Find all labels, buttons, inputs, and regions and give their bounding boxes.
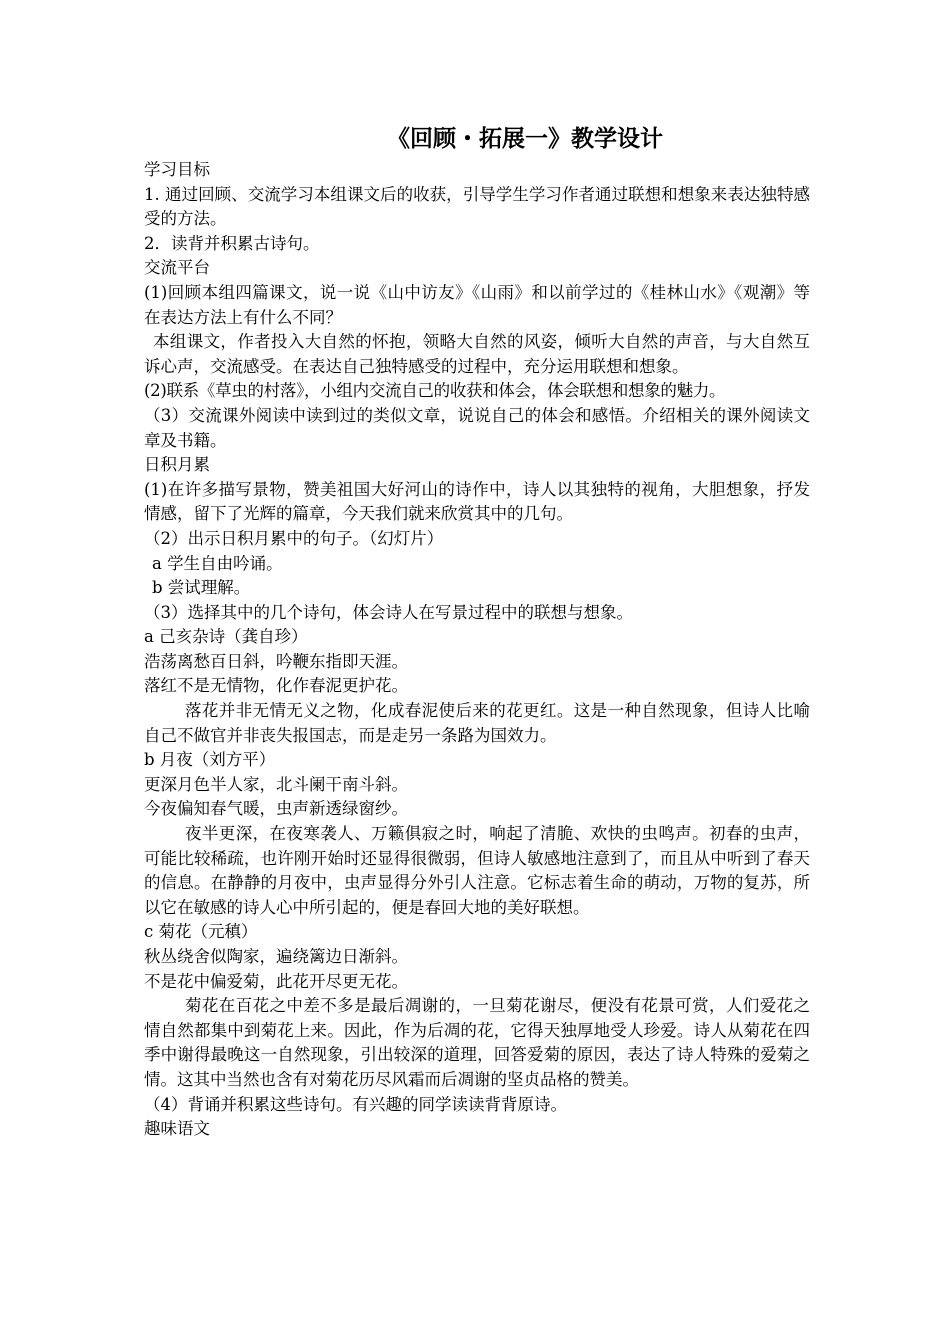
poem-a-line-1: 浩荡离愁百日斜，吟鞭东指即天涯。 bbox=[144, 651, 408, 671]
poem-b-line-2: 今夜偏知春气暖，虫声新透绿窗纱。 bbox=[144, 799, 408, 819]
poem-c-line-2: 不是花中偏爱菊，此花开尽更无花。 bbox=[144, 971, 408, 991]
goal-2: 2．读背并积累古诗句。 bbox=[144, 233, 320, 253]
poem-b-title: b 月夜（刘方平） bbox=[144, 750, 276, 770]
poem-c-line-1: 秋丛绕舍似陶家，遍绕篱边日渐斜。 bbox=[144, 947, 408, 966]
goal-1: 1. 通过回顾、交流学习本组课文后的收获，引导学生学习作者通过联想和想象来表达独特感受的方法。 bbox=[144, 184, 810, 229]
poem-a-note: 落花并非无情无义之物，化成春泥使后来的花更红。这是一种自然现象，但诗人比喻自己不做官并非丧失报国志，而是走另一条路为国效力。 bbox=[144, 701, 810, 745]
accumulate-item-1: (1)在许多描写景物，赞美祖国大好河山的诗作中，诗人以其独特的视角，大胆想象，抒发情感，留下了光辉的篇章，今天我们就来欣赏其中的几句。 bbox=[144, 479, 810, 524]
heading-accumulate: 日积月累 bbox=[144, 455, 210, 475]
accumulate-item-3: （3）选择其中的几个诗句，体会诗人在写景过程中的联想与想象。 bbox=[144, 602, 633, 622]
document-page bbox=[144, 120, 810, 1142]
accumulate-item-2b: b 尝试理解。 bbox=[152, 578, 251, 598]
poem-a-title: a 己亥杂诗（龚自珍） bbox=[144, 627, 308, 647]
heading-exchange: 交流平台 bbox=[144, 258, 210, 278]
poem-b-line-1: 更深月色半人家，北斗阑干南斗斜。 bbox=[144, 774, 408, 794]
poem-c-title: c 菊花（元稹） bbox=[144, 922, 258, 942]
poem-a-line-2: 落红不是无情物，化作春泥更护花。 bbox=[144, 676, 408, 696]
accumulate-item-2a: a 学生自由吟诵。 bbox=[152, 553, 283, 573]
exchange-item-1: (1)回顾本组四篇课文，说一说《山中访友》《山雨》和以前学过的《桂林山水》《观潮》等在表达方法上有什么不同？ bbox=[144, 282, 810, 327]
heading-goals: 学习目标 bbox=[144, 160, 210, 179]
accumulate-item-4: （4）背诵并积累这些诗句。有兴趣的同学读读背背原诗。 bbox=[144, 1094, 567, 1114]
accumulate-item-2: （2）出示日积月累中的句子。（幻灯片） bbox=[144, 528, 444, 548]
exchange-item-2: (2)联系《草虫的村落》，小组内交流自己的收获和体会，体会联想和想象的魅力。 bbox=[144, 381, 726, 401]
heading-fun-chinese: 趣味语文 bbox=[144, 1119, 210, 1139]
poem-c-note: 菊花在百花之中差不多是最后凋谢的，一旦菊花谢尽，便没有花景可赏，人们爱花之情自然都集中到菊花上来。因此，作为后凋的花，它得天独厚地受人珍爱。诗人从菊花在四季中谢得最晚这一自然现象，引出较深的道理，回答爱菊的原因，表达了诗人特殊的爱菊之情。这其中当然也含有对菊花历尽风霜而后凋谢的坚贞品格的赞美。 bbox=[144, 996, 810, 1089]
document-title: 《回顾・拓展一》教学设计 bbox=[387, 126, 663, 152]
exchange-item-1-answer: 本组课文，作者投入大自然的怀抱，领略大自然的风姿，倾听大自然的声音，与大自然互诉心声，交流感受。在表达自己独特感受的过程中，充分运用联想和想象。 bbox=[144, 332, 810, 376]
exchange-item-3: （3）交流课外阅读中读到过的类似文章，说说自己的体会和感悟。介绍相关的课外阅读文章及书籍。 bbox=[144, 405, 810, 450]
poem-b-note: 夜半更深，在夜寒袭人、万籁俱寂之时，响起了清脆、欢快的虫鸣声。初春的虫声，可能比较稀疏，也许刚开始时还显得很微弱，但诗人敏感地注意到了，而且从中听到了春天的信息。在静静的月夜中，虫声显得分外引人注意。它标志着生命的萌动，万物的复苏，所以它在敏感的诗人心中所引起的，便是春回大地的美好联想。 bbox=[144, 824, 810, 917]
